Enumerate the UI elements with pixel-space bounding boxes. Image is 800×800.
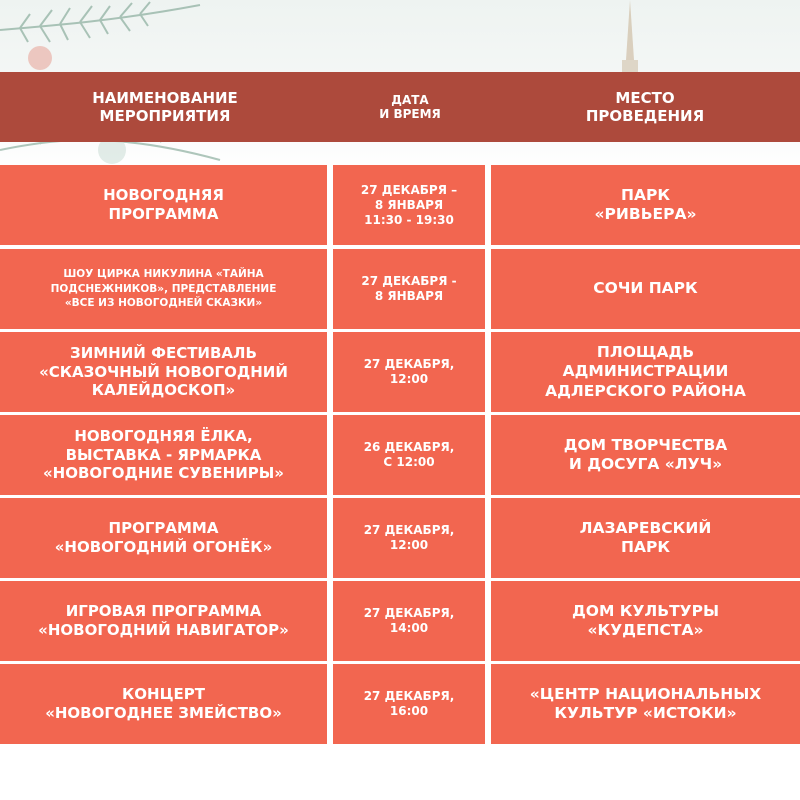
event-date-cell: 27 ДЕКАБРЯ – 8 ЯНВАРЯ 11:30 - 19:30 [333,165,485,245]
table-header [0,72,800,142]
event-date-cell: 27 ДЕКАБРЯ - 8 ЯНВАРЯ [333,249,485,329]
event-name-cell: ЗИМНИЙ ФЕСТИВАЛЬ «СКАЗОЧНЫЙ НОВОГОДНИЙ КАЛЕЙДОСКОП» [0,332,327,412]
event-date-cell: 27 ДЕКАБРЯ, 16:00 [333,664,485,744]
header-venue: МЕСТО ПРОВЕДЕНИЯ [585,89,705,125]
event-date-cell: 26 ДЕКАБРЯ, С 12:00 [333,415,485,495]
event-name-cell: НОВОГОДНЯЯ ПРОГРАММА [0,165,327,245]
event-venue-cell: ПЛОЩАДЬ АДМИНИСТРАЦИИ АДЛЕРСКОГО РАЙОНА [491,332,800,412]
header-event-name: НАИМЕНОВАНИЕ МЕРОПРИЯТИЯ [92,89,238,125]
event-venue-cell: «ЦЕНТР НАЦИОНАЛЬНЫХ КУЛЬТУР «ИСТОКИ» [491,664,800,744]
event-date-cell: 27 ДЕКАБРЯ, 12:00 [333,332,485,412]
event-name-cell: КОНЦЕРТ «НОВОГОДНЕЕ ЗМЕЙСТВО» [0,664,327,744]
event-name-cell: НОВОГОДНЯЯ ЁЛКА, ВЫСТАВКА - ЯРМАРКА «НОВОГОДНИЕ СУВЕНИРЫ» [0,415,327,495]
event-name-cell: ПРОГРАММА «НОВОГОДНИЙ ОГОНЁК» [0,498,327,578]
event-venue-cell: ДОМ ТВОРЧЕСТВА И ДОСУГА «ЛУЧ» [491,415,800,495]
event-date-cell: 27 ДЕКАБРЯ, 14:00 [333,581,485,661]
event-name-cell: ИГРОВАЯ ПРОГРАММА «НОВОГОДНИЙ НАВИГАТОР» [0,581,327,661]
event-venue-cell: ЛАЗАРЕВСКИЙ ПАРК [491,498,800,578]
event-venue-cell: ДОМ КУЛЬТУРЫ «КУДЕПСТА» [491,581,800,661]
event-venue-cell: СОЧИ ПАРК [491,249,800,329]
event-venue-cell: ПАРК «РИВЬЕРА» [491,165,800,245]
event-date-cell: 27 ДЕКАБРЯ, 12:00 [333,498,485,578]
event-name-cell: ШОУ ЦИРКА НИКУЛИНА «ТАЙНА ПОДСНЕЖНИКОВ», ПРЕДСТАВЛЕНИЕ «ВСЕ ИЗ НОВОГОДНЕЙ СКАЗКИ» [0,249,327,329]
header-date-time: ДАТА И ВРЕМЯ [379,92,441,121]
